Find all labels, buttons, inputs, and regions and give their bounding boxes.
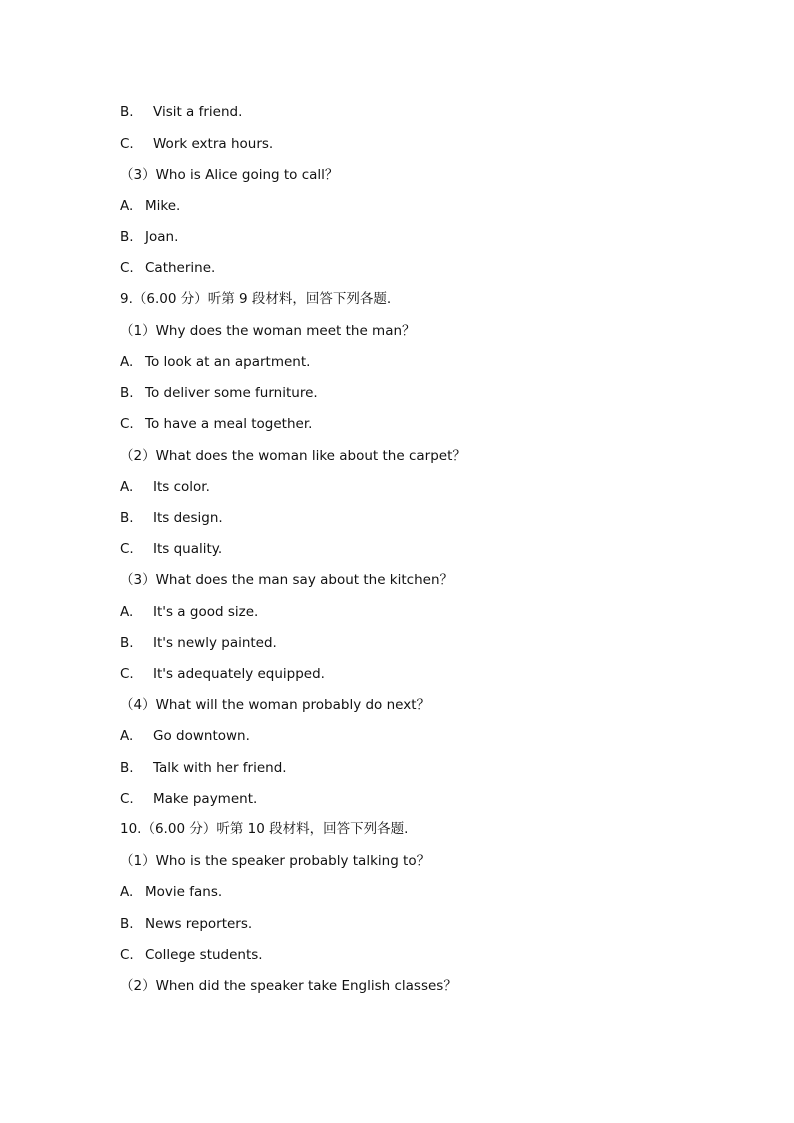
- question-heading: 10.（6.00 分）听第 10 段材料，回答下列各题.: [120, 821, 409, 837]
- option-label: B.: [120, 385, 134, 401]
- answer-option: [120, 665, 325, 683]
- option-text: Its color.: [153, 479, 210, 495]
- answer-option: [120, 415, 312, 433]
- option-text: It's newly painted.: [153, 635, 277, 651]
- option-text: Joan.: [145, 229, 179, 245]
- answer-option: [120, 478, 210, 496]
- option-label: B.: [120, 104, 134, 120]
- option-label: B.: [120, 635, 134, 651]
- answer-option: [120, 228, 178, 246]
- answer-option: [120, 509, 223, 527]
- sub-question: （1）Why does the woman meet the man？: [120, 323, 416, 339]
- answer-option: [120, 197, 180, 215]
- answer-option: [120, 634, 277, 652]
- option-text: To have a meal together.: [145, 416, 313, 432]
- option-label: A.: [120, 728, 134, 744]
- option-label: C.: [120, 260, 134, 276]
- option-text: It's a good size.: [153, 604, 259, 620]
- option-text: News reporters.: [145, 916, 253, 932]
- answer-option: [120, 759, 287, 777]
- option-text: Mike.: [145, 198, 181, 214]
- option-label: C.: [120, 416, 134, 432]
- sub-question: （1）Who is the speaker probably talking to？: [120, 853, 431, 869]
- answer-option: [120, 103, 242, 121]
- option-label: A.: [120, 884, 134, 900]
- answer-option: [120, 259, 215, 277]
- option-label: A.: [120, 354, 134, 370]
- answer-option: [120, 915, 252, 933]
- answer-option: [120, 384, 318, 402]
- option-label: A.: [120, 479, 134, 495]
- option-text: Work extra hours.: [153, 136, 274, 152]
- option-text: College students.: [145, 947, 263, 963]
- option-label: C.: [120, 947, 134, 963]
- answer-option: [120, 883, 222, 901]
- option-text: Go downtown.: [153, 728, 250, 744]
- option-text: Visit a friend.: [153, 104, 243, 120]
- answer-option: [120, 353, 310, 371]
- option-text: Movie fans.: [145, 884, 223, 900]
- option-label: C.: [120, 791, 134, 807]
- option-label: A.: [120, 604, 134, 620]
- option-label: B.: [120, 760, 134, 776]
- option-label: C.: [120, 666, 134, 682]
- answer-option: [120, 603, 258, 621]
- question-heading: 9.（6.00 分）听第 9 段材料，回答下列各题.: [120, 291, 392, 307]
- option-text: To deliver some furniture.: [145, 385, 318, 401]
- option-text: Its quality.: [153, 541, 223, 557]
- answer-option: [120, 135, 273, 153]
- option-text: Talk with her friend.: [153, 760, 287, 776]
- option-label: A.: [120, 198, 134, 214]
- option-label: B.: [120, 229, 134, 245]
- option-text: It's adequately equipped.: [153, 666, 325, 682]
- option-label: B.: [120, 510, 134, 526]
- option-label: C.: [120, 136, 134, 152]
- sub-question: （3）What does the man say about the kitchen？: [120, 572, 454, 588]
- option-label: C.: [120, 541, 134, 557]
- answer-option: [120, 727, 250, 745]
- sub-question: （3）Who is Alice going to call？: [120, 167, 339, 183]
- option-text: Make payment.: [153, 791, 258, 807]
- answer-option: [120, 790, 257, 808]
- option-label: B.: [120, 916, 134, 932]
- option-text: Its design.: [153, 510, 223, 526]
- option-text: To look at an apartment.: [145, 354, 311, 370]
- answer-option: [120, 946, 263, 964]
- sub-question: （4）What will the woman probably do next？: [120, 697, 431, 713]
- answer-option: [120, 540, 222, 558]
- option-text: Catherine.: [145, 260, 216, 276]
- sub-question: （2）What does the woman like about the carpet？: [120, 448, 466, 464]
- sub-question: （2）When did the speaker take English classes？: [120, 978, 457, 994]
